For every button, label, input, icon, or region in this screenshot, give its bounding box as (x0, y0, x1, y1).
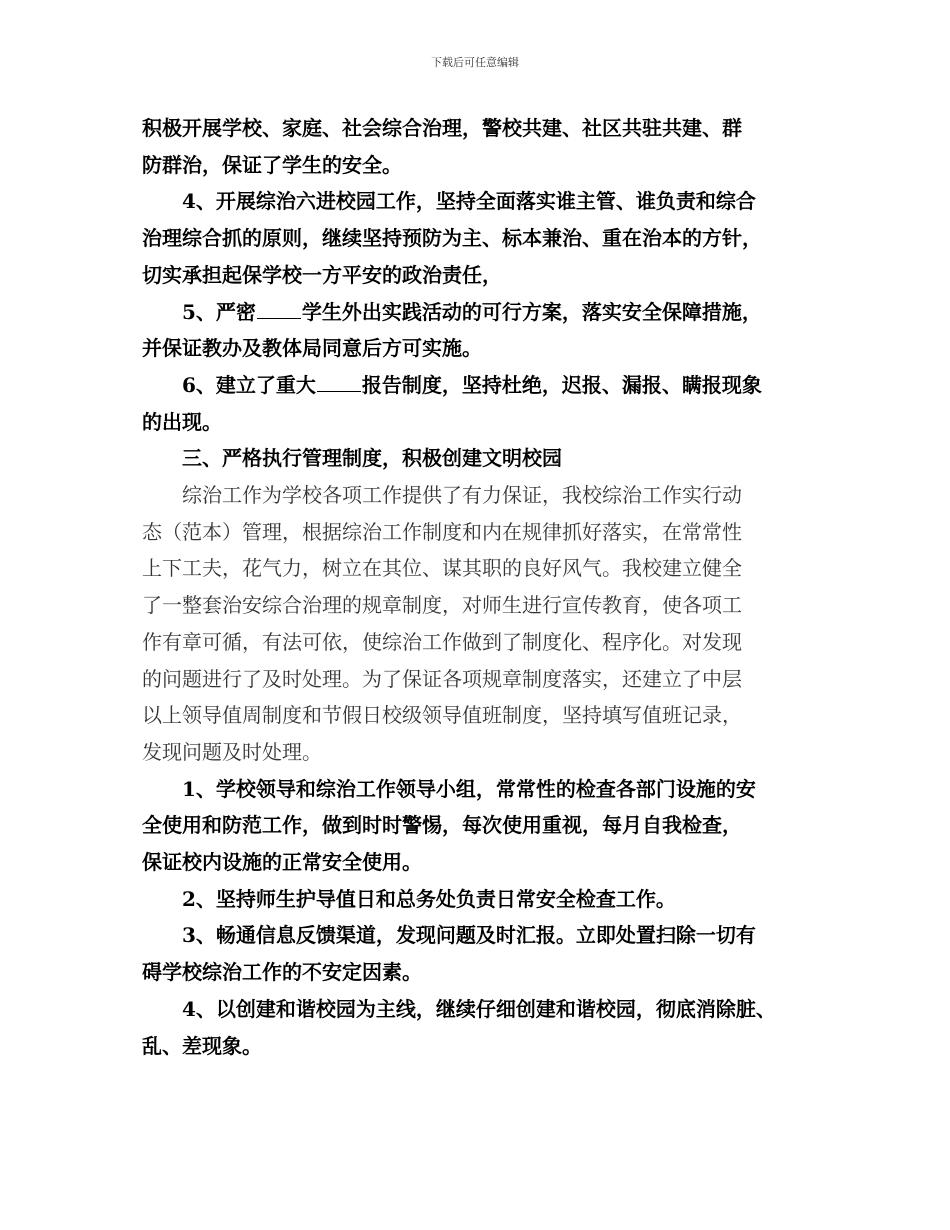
heading-text: 三、严格执行管理制度，积极创建文明校园 (182, 446, 562, 471)
text-line: 治理综合抓的原则，继续坚持预防为主、标本兼治、重在治本的方针， (142, 226, 762, 251)
section-heading (142, 440, 814, 477)
text-segment: 6、建立了重大 (182, 372, 316, 397)
paragraph-item-4b (142, 991, 814, 1064)
text-line: 碍学校综治工作的不安定因素。 (142, 960, 422, 985)
text-line: 全使用和防范工作，做到时时警惕，每次使用重视，每月自我检查， (142, 813, 742, 838)
text-line: 的出现。 (142, 409, 222, 434)
text-line: 的问题进行了及时处理。为了保证各项规章制度落实，还建立了中层 (142, 666, 742, 691)
text-line (142, 294, 814, 331)
text-line: 以上领导值周制度和节假日校级领导值班制度，坚持填写值班记录， (142, 703, 742, 728)
text-line: 乱、差现象。 (142, 1033, 262, 1058)
text-line: 综治工作为学校各项工作提供了有力保证，我校综治工作实行动 (182, 483, 742, 508)
paragraph-item-1 (142, 771, 814, 881)
page-header: 下载后可任意编辑 (431, 56, 519, 69)
text-line: 4、开展综治六进校园工作，坚持全面落实谁主管、谁负责和综合 (182, 189, 756, 214)
text-segment: 报告制度，坚持杜绝，迟报、漏报、瞒报现象 (361, 372, 762, 397)
paragraph-item-6 (142, 367, 814, 440)
paragraph-body (142, 477, 814, 771)
text-line: 2、坚持师生护导值日和总务处负责日常安全检查工作。 (182, 886, 676, 911)
text-line: 防群治，保证了学生的安全。 (142, 152, 402, 177)
text-line: 态（范本）管理，根据综治工作制度和内在规律抓好落实，在常常性 (142, 519, 742, 544)
blank-underline (317, 373, 361, 392)
document-body (142, 110, 814, 1064)
text-line: 上下工夫，花气力，树立在其位、谋其职的良好风气。我校建立健全 (142, 556, 742, 581)
paragraph-item-4 (142, 183, 814, 293)
text-line (142, 367, 814, 404)
text-line: 并保证教办及教体局同意后方可实施。 (142, 336, 482, 361)
text-line: 1、学校领导和综治工作领导小组，常常性的检查各部门设施的安 (182, 776, 756, 801)
text-line: 了一整套治安综合治理的规章制度，对师生进行宣传教育，使各项工 (142, 593, 742, 618)
text-segment: 学生外出实践活动的可行方案，落实安全保障措施， (301, 299, 762, 324)
paragraph-item-2 (142, 881, 814, 918)
text-segment: 5、严密 (182, 299, 256, 324)
text-line: 作有章可循，有法可依，使综治工作做到了制度化、程序化。对发现 (142, 629, 742, 654)
text-line: 3、畅通信息反馈渠道，发现问题及时汇报。立即处置扫除一切有 (182, 923, 756, 948)
paragraph-item-5 (142, 294, 814, 367)
text-line: 4、以创建和谐校园为主线，继续仔细创建和谐校园，彻底消除脏、 (182, 996, 776, 1021)
text-line: 切实承担起保学校一方平安的政治责任， (142, 262, 502, 287)
paragraph-continuation (142, 110, 814, 183)
blank-underline (257, 300, 301, 319)
text-line: 发现问题及时处理。 (142, 739, 322, 764)
paragraph-item-3 (142, 917, 814, 990)
text-line: 积极开展学校、家庭、社会综合治理，警校共建、社区共驻共建、群 (142, 116, 742, 140)
text-line: 保证校内设施的正常安全使用。 (142, 850, 422, 875)
